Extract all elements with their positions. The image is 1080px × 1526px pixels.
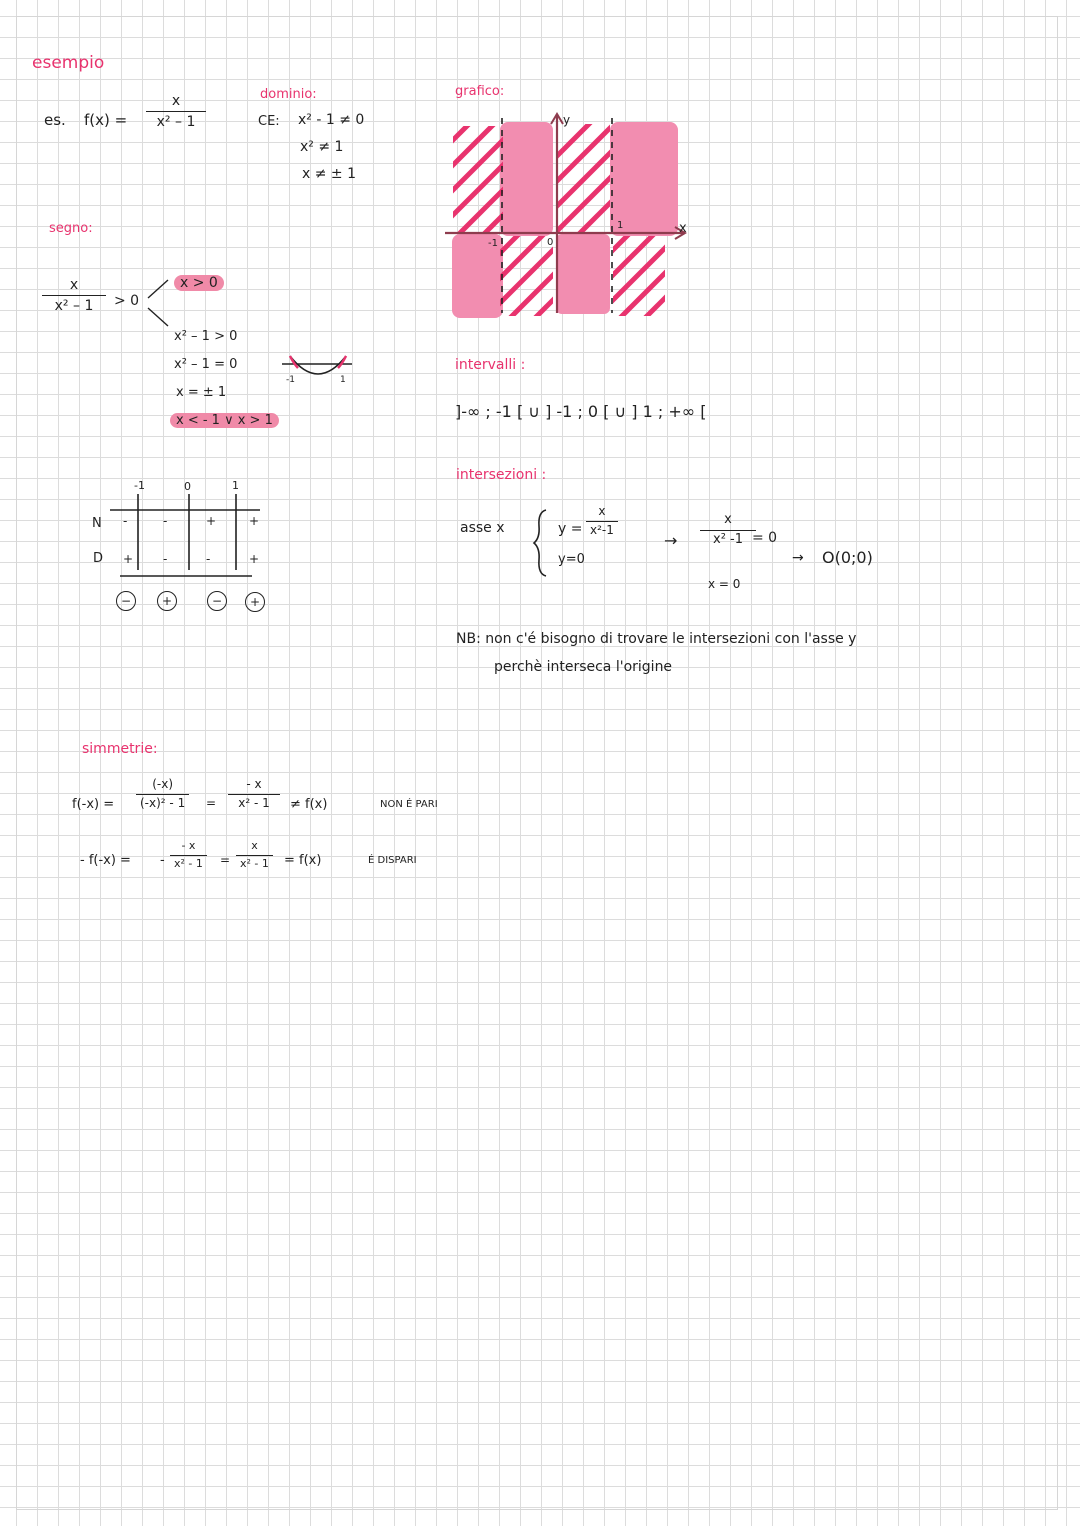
sign-result: − bbox=[116, 591, 136, 611]
positive-region bbox=[610, 122, 678, 236]
sign-relation: > 0 bbox=[114, 293, 140, 309]
sign-cell: - bbox=[123, 514, 128, 528]
system-y-lhs: y = bbox=[558, 521, 583, 537]
tick-label-pos: 1 bbox=[617, 220, 624, 231]
function-denominator: x² – 1 bbox=[146, 111, 206, 130]
sign-denominator: x² – 1 bbox=[42, 295, 106, 314]
origin-label: 0 bbox=[547, 237, 554, 248]
symmetry-numerator: x bbox=[251, 839, 258, 852]
sign-result: − bbox=[207, 591, 227, 611]
parabola-root-label: 1 bbox=[340, 375, 346, 385]
sign-title: segno: bbox=[49, 221, 93, 236]
intervals-title: intervalli : bbox=[455, 357, 526, 373]
function-prefix: es. bbox=[44, 111, 66, 129]
positive-region bbox=[500, 122, 553, 236]
nb-note-line-2: perchè interseca l'origine bbox=[494, 659, 673, 675]
domain-line: x² ≠ 1 bbox=[300, 139, 344, 155]
symmetry-denominator: x² - 1 bbox=[170, 855, 207, 871]
symmetry-l2-lhs: - f(-x) = bbox=[80, 853, 131, 868]
y-axis-label: y bbox=[563, 113, 571, 127]
sign-table-header: 0 bbox=[184, 480, 191, 493]
sign-cell: - bbox=[163, 552, 168, 566]
intervals-text: ]-∞ ; -1 [ ∪ ] -1 ; 0 [ ∪ ] 1 ; +∞ [ bbox=[455, 402, 707, 421]
function-numerator: x bbox=[171, 93, 181, 109]
sign-cell: + bbox=[206, 514, 217, 528]
arrow-icon: → bbox=[792, 550, 804, 566]
symmetry-l2-rhs: = f(x) bbox=[284, 853, 322, 868]
branch-line: x = ± 1 bbox=[176, 385, 227, 400]
domain-line: x ≠ ± 1 bbox=[302, 166, 357, 182]
symmetry-numerator: - x bbox=[181, 839, 196, 852]
intersections-axis-label: asse x bbox=[460, 520, 505, 536]
system-numerator: x bbox=[598, 504, 606, 518]
sign-cell: + bbox=[249, 514, 260, 528]
sign-numerator: x bbox=[69, 277, 79, 293]
symmetry-l2-fraction-2 bbox=[236, 840, 273, 870]
symmetry-l1-rhs: ≠ f(x) bbox=[290, 797, 328, 812]
sign-cell: - bbox=[163, 514, 168, 528]
equation-solution: x = 0 bbox=[708, 577, 741, 591]
symmetry-l1-fraction-2 bbox=[228, 778, 280, 811]
parabola-sketch bbox=[280, 352, 356, 392]
equation-denominator: x² -1 bbox=[700, 530, 756, 548]
system-fraction bbox=[586, 505, 618, 538]
symmetry-numerator: (-x) bbox=[152, 777, 173, 791]
symmetry-title: simmetrie: bbox=[82, 741, 158, 757]
branch-lines bbox=[146, 278, 176, 328]
nb-note-line-1: NB: non c'é bisogno di trovare le intersezioni con l'asse y bbox=[456, 631, 857, 647]
parabola-root-label: -1 bbox=[286, 375, 295, 385]
function-sign-graph bbox=[445, 108, 705, 318]
sign-table-grid bbox=[110, 492, 270, 592]
symmetry-l2-fraction-1 bbox=[170, 840, 207, 870]
system-denominator: x²-1 bbox=[586, 521, 618, 538]
symmetry-l1-equals: = bbox=[206, 796, 217, 810]
function-fraction bbox=[146, 93, 206, 130]
symmetry-l2-note: É DISPARI bbox=[368, 855, 417, 866]
sign-result: + bbox=[157, 591, 177, 611]
branch-denominator-result: x < - 1 ∨ x > 1 bbox=[170, 413, 279, 428]
branch-line: x² – 1 = 0 bbox=[174, 357, 238, 372]
sign-table-header: 1 bbox=[232, 479, 239, 492]
graph-title: grafico: bbox=[455, 84, 505, 99]
sign-table-header: -1 bbox=[134, 479, 145, 492]
equation-fraction bbox=[700, 513, 756, 548]
negative-region bbox=[556, 234, 610, 314]
intersections-title: intersezioni : bbox=[456, 467, 547, 483]
symmetry-l1-lhs: f(-x) = bbox=[72, 797, 115, 812]
symmetry-l1-fraction-1 bbox=[136, 778, 189, 811]
tick-label-neg: -1 bbox=[488, 238, 498, 249]
heading: esempio bbox=[32, 53, 105, 73]
system-line-2: y=0 bbox=[558, 552, 585, 567]
symmetry-l2-minus: - bbox=[160, 853, 165, 868]
symmetry-numerator: - x bbox=[246, 777, 262, 791]
branch-line: x² – 1 > 0 bbox=[174, 329, 238, 344]
sign-cell: + bbox=[123, 552, 134, 566]
branch-numerator-result: x > 0 bbox=[174, 275, 224, 291]
symmetry-denominator: x² - 1 bbox=[236, 855, 273, 871]
sign-inequality-fraction bbox=[42, 277, 106, 314]
domain-ce-label: CE: bbox=[258, 114, 280, 129]
arrow-icon: → bbox=[664, 531, 678, 550]
equation-numerator: x bbox=[724, 512, 732, 527]
symmetry-denominator: x² - 1 bbox=[228, 794, 280, 811]
domain-line: x² - 1 ≠ 0 bbox=[298, 112, 365, 128]
function-lhs: f(x) = bbox=[84, 111, 128, 129]
sign-table-row-label: D bbox=[93, 551, 104, 566]
x-axis-label: x bbox=[679, 221, 687, 236]
domain-title: dominio: bbox=[260, 87, 317, 102]
sign-cell: + bbox=[249, 552, 260, 566]
sign-cell: - bbox=[206, 552, 211, 566]
system-brace bbox=[532, 508, 552, 578]
equation-rhs: = 0 bbox=[752, 530, 778, 546]
sign-result: + bbox=[245, 592, 265, 612]
symmetry-l2-equals: = bbox=[220, 853, 231, 867]
intersection-point: O(0;0) bbox=[822, 548, 873, 567]
sign-table-row-label: N bbox=[92, 516, 102, 531]
symmetry-l1-note: NON É PARI bbox=[380, 799, 438, 810]
symmetry-denominator: (-x)² - 1 bbox=[136, 794, 189, 811]
